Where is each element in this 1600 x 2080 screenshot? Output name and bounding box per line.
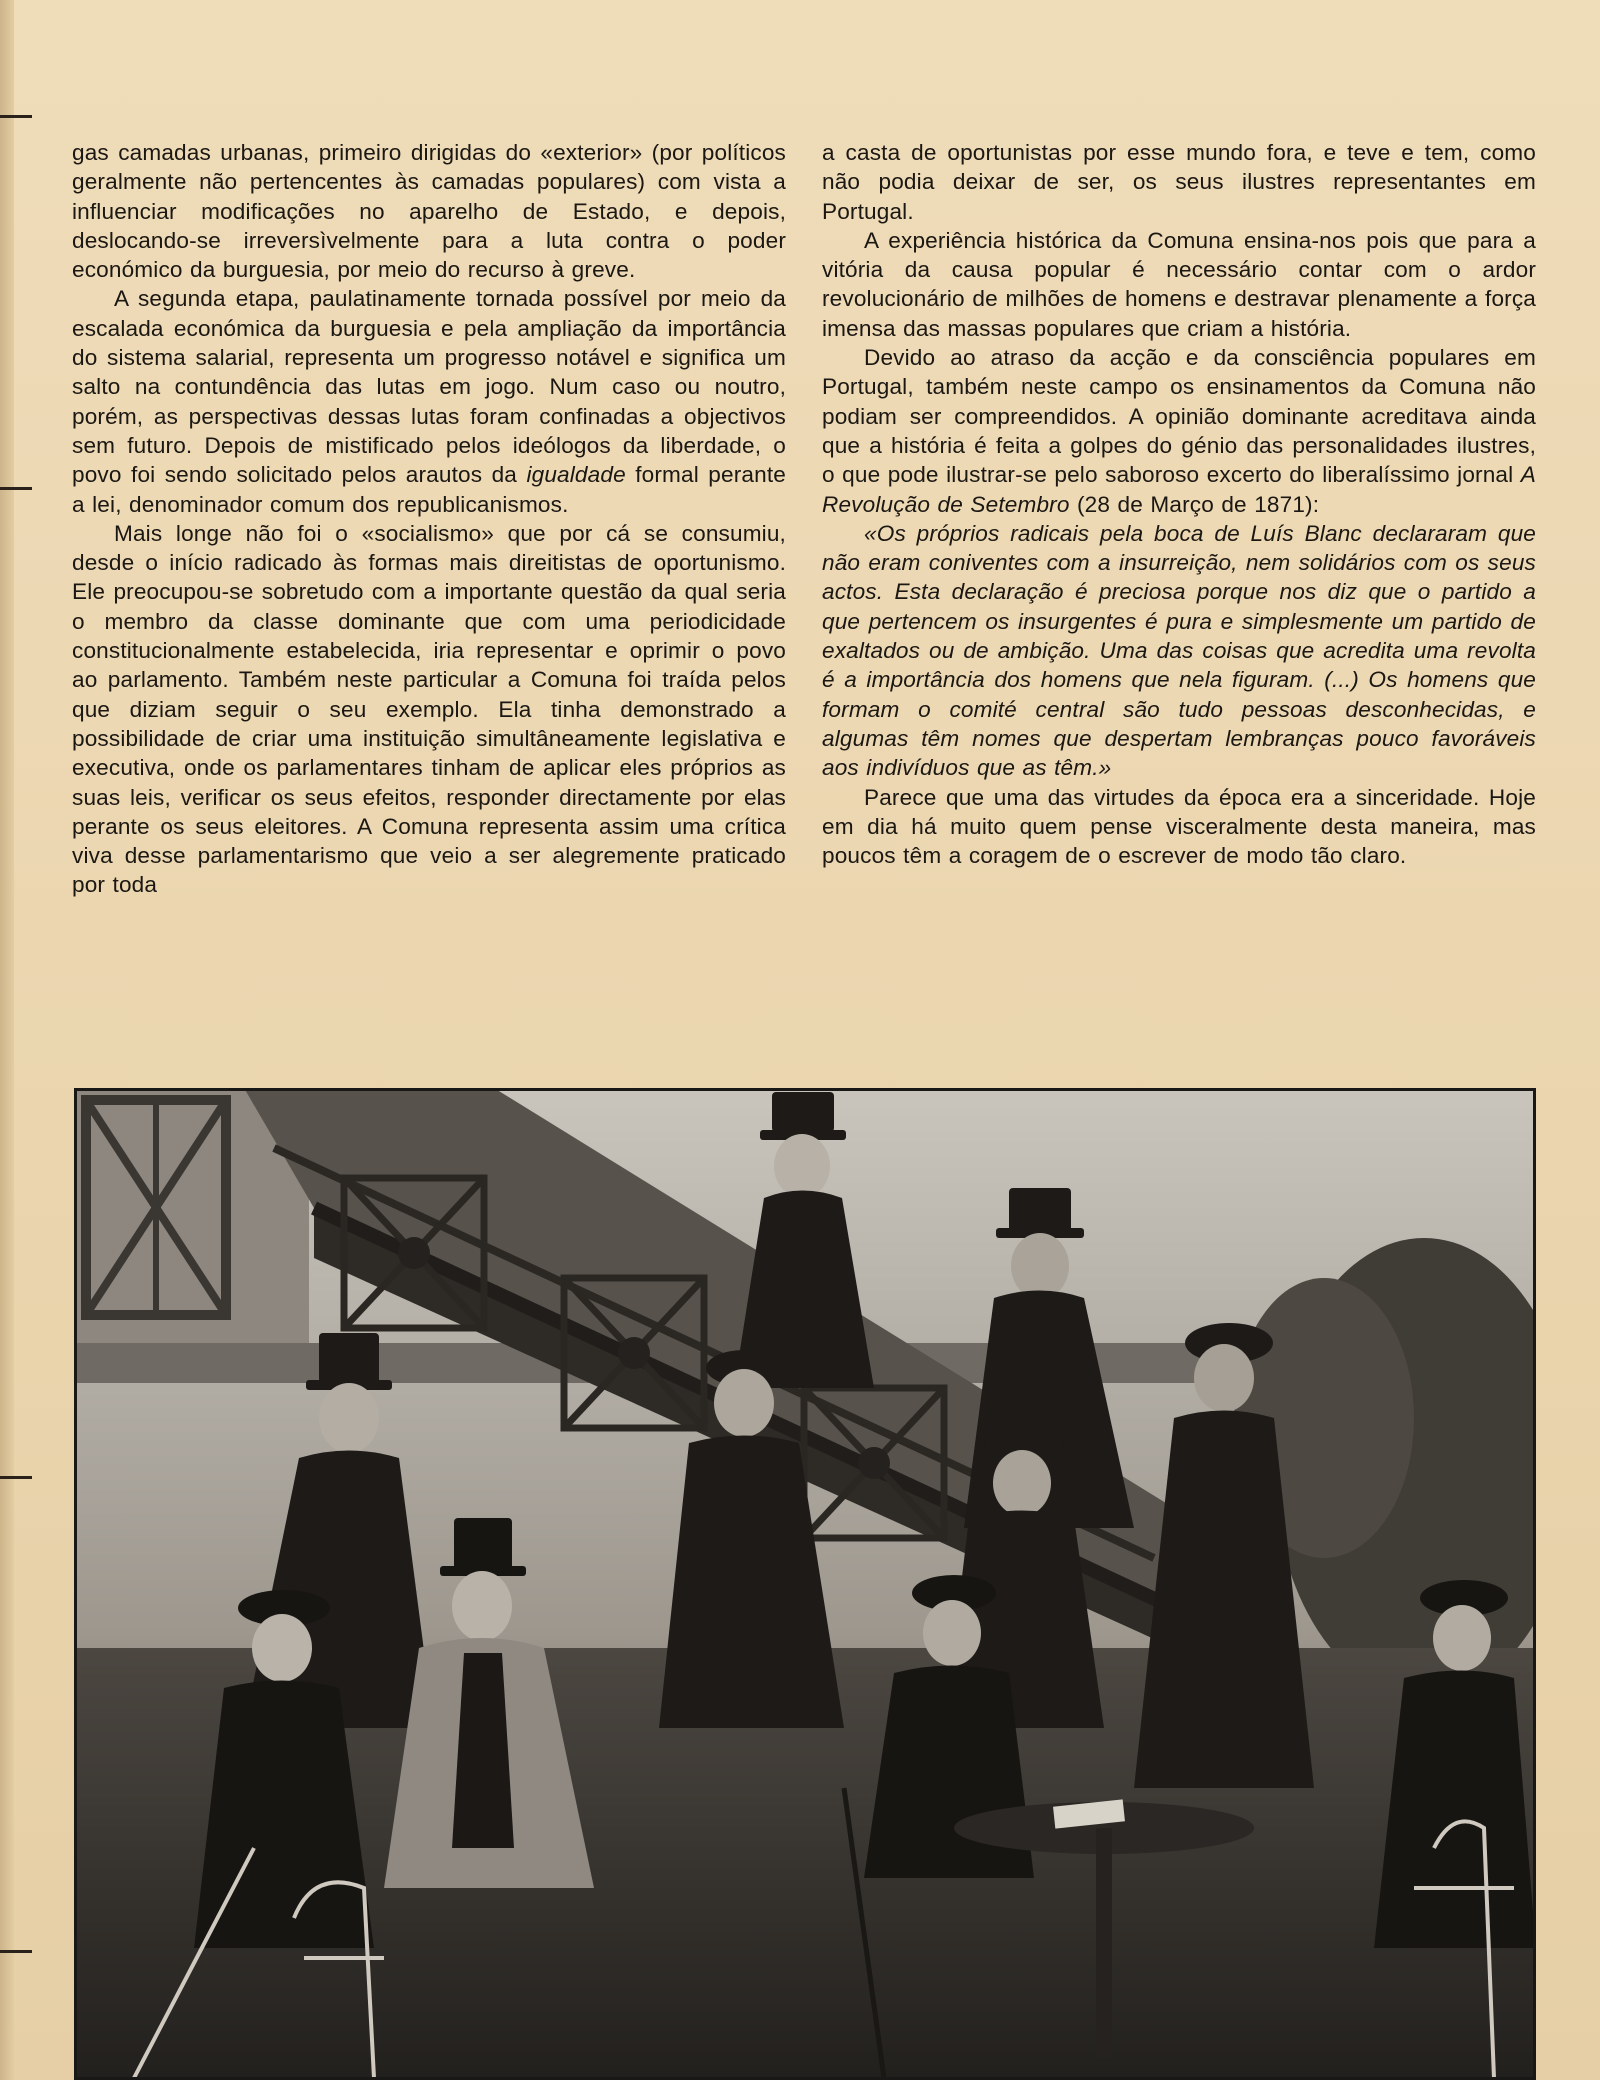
paragraph-text: formal perante a lei, denominador comum dos republicanismos.: [72, 462, 786, 517]
paragraph: a casta de oportunistas por esse mundo fora, e teve e tem, como não podia deixar de ser, os seus ilustres representantes em Portugal.: [822, 140, 1536, 224]
staple-mark: [0, 1950, 32, 1953]
paragraph-text: (28 de Março de 1871):: [1069, 491, 1320, 517]
right-column: [822, 138, 1536, 1058]
staple-mark: [0, 1476, 32, 1479]
staple-mark: [0, 115, 32, 118]
paragraph: Mais longe não foi o «socialismo» que por cá se consumiu, desde o início radicado às formas mais direitistas de oportunismo. Ele preocupou-se sobretudo com a importante questão da qual seria o membro da classe dominante que com uma periodicidade constitucionalmente estabelecida, iria representar e oprimir o povo ao parlamento. Também neste particular a Comuna foi traída pelos que diziam seguir o seu exemplo. Ela tinha demonstrado a possibilidade de criar uma instituição simultâneamente legislativa e executiva, onde os parlamentares tinham de aplicar eles próprios as suas leis, verificar os seus efeitos, responder directamente por elas perante os seus eleitores. A Comuna representa assim uma crítica viva desse parlamentarismo que veio a ser alegremente praticado por toda: [72, 520, 786, 898]
paragraph-text: Devido ao atraso da acção e da consciência populares em Portugal, também neste campo os ensinamentos da Comuna não podiam ser compreendidos. A opinião dominante acreditava ainda que a história é feita a golpes do génio das personalidades ilustres, o que pode ilustrar-se pelo saboroso excerto do liberalíssimo jornal: [822, 345, 1536, 488]
newspaper-title: A Revolução de Setembro: [822, 462, 1536, 517]
block-quote: «Os próprios radicais pela boca de Luís Blanc declararam que não eram coniventes com a insurreição, nem solidários com os seus actos. Esta declaração é preciosa porque nos diz que o partido a que pertencem os insurgentes é pura e simplesmente um partido de exaltados ou de ambição. Uma das coisas que acredita uma revolta é a importância dos homens que nela figuram. (...) Os homens que formam o comité central são tudo pessoas desconhecidas, e algumas têm nomes que despertam lembranças pouco favoráveis aos indivíduos que as têm.»: [822, 520, 1536, 781]
photo-illustration: [74, 1088, 1536, 2080]
paragraph: [72, 284, 786, 518]
paragraph: [822, 343, 1536, 519]
paragraph-text: A segunda etapa, paulatinamente tornada possível por meio da escalada económica da burguesia e pela ampliação da importância do sistema salarial, representa um progresso notável e significa um salto na contundência das lutas em jogo. Num caso ou noutro, porém, as perspectivas dessas lutas foram confinadas a objectivos sem futuro. Depois de mistificado pelos ideólogos da liberdade, o povo foi sendo solicitado pelos arautos da: [72, 286, 786, 488]
emphasis-text: igualdade: [526, 462, 626, 488]
page-binding-edge: [0, 0, 14, 2080]
paragraph: Parece que uma das virtudes da época era a sinceridade. Hoje em dia há muito quem pense visceralmente desta maneira, mas poucos têm a coragem de o escrever de modo tão claro.: [822, 784, 1536, 869]
left-column: [72, 138, 786, 1058]
paragraph: A experiência histórica da Comuna ensina-nos pois que para a vitória da causa popular é necessário contar com o ardor revolucionário de milhões de homens e destravar plenamente a força imensa das massas populares que criam a história.: [822, 227, 1536, 341]
historical-group-photo: [74, 1088, 1536, 2080]
article-body: [72, 138, 1536, 1058]
staple-mark: [0, 487, 32, 490]
paragraph: gas camadas urbanas, primeiro dirigidas do «exterior» (por políticos geralmente não pertencentes às camadas populares) com vista a influenciar modificações no aparelho de Estado, e depois, deslocando-se irreversìvelmente para a luta contra o poder económico da burguesia, por meio do recurso à greve.: [72, 140, 786, 283]
